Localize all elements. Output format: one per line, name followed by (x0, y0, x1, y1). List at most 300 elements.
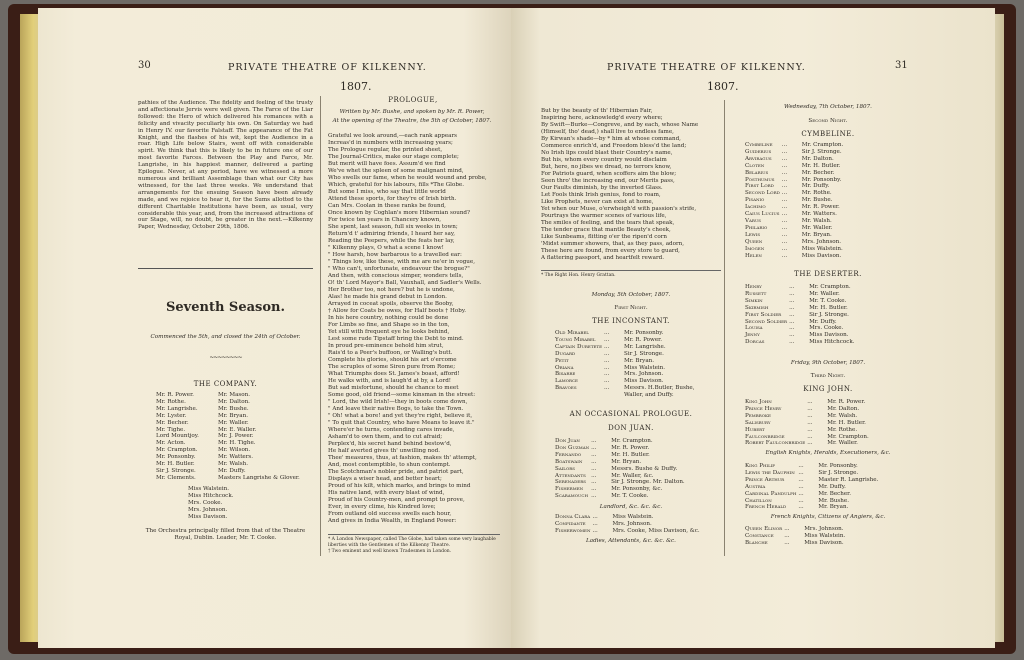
cast-role: Dugard (555, 350, 576, 357)
cast-actor: Sir J. Stronge. (624, 350, 664, 357)
season-title: Seventh Season. (166, 300, 285, 315)
ornament-rule: ~~~~~~~~ (209, 354, 242, 361)
verse-line: " Kilkenny plays, O what a scene I know! (328, 245, 444, 251)
cast-role: Jenny (745, 332, 760, 339)
company-member: Miss Hitchcock. (188, 492, 234, 499)
leader-dots: ... (781, 224, 788, 231)
verse-line: His native land, with every blast of wind, (328, 490, 445, 496)
leader-dots: ... (789, 284, 795, 290)
cast-role: Bravoes (555, 385, 577, 392)
play-title: THE DESERTER. (794, 270, 862, 278)
year-heading: 1807. (707, 80, 739, 93)
cast-role: Scaramouch (555, 493, 588, 500)
verse-line: Return'd t' admiring friends, I heard her say, (328, 231, 456, 237)
column-rule (724, 100, 725, 556)
cast-role: French Herald (745, 504, 787, 511)
footnote: * The Right Hon. Henry Grattan. (541, 270, 721, 279)
cast-role: Hubert (745, 426, 765, 433)
cast-actor: Miss Davison. (624, 378, 664, 385)
verse-line: Reading the Peepers, while the feats her lay, (328, 238, 455, 244)
cast-actor: Mr. H. Butler. (827, 419, 866, 426)
cast-role: Posthumus (745, 176, 775, 183)
verse-line: Seen thro' the increasing end, our Merits pass, (541, 178, 675, 184)
cast-list (745, 463, 915, 511)
cast-role: Russett (745, 290, 767, 297)
performance-date: Monday, 5th October, 1807. (591, 292, 671, 298)
verse-line: Displays a wiser head, and better heart; (328, 476, 442, 482)
leader-dots: ... (789, 332, 795, 339)
footnote: † Two eminent and well known Tradesmen in London. (328, 549, 452, 554)
leader-dots: ... (591, 486, 597, 493)
cast-role: Old Mirabel (555, 330, 589, 336)
cast-actor: Mr. Ponsonby. (801, 176, 842, 183)
company-member: Sir J. Stronge. (156, 467, 196, 474)
leader-dots: ... (591, 444, 597, 451)
page-number: 30 (138, 60, 151, 71)
company-member: Masters Langrishe & Glover. (218, 474, 300, 481)
verse-line: Yet still with frequent eye he looks behind, (328, 329, 450, 335)
cast-actor: Mr. Walsh. (801, 217, 832, 224)
verse-line: Which, grateful for his labours, fills *The Globe. (328, 182, 464, 188)
company-member: Mr. Mason. (218, 392, 251, 398)
cast-actor: Mr. Waller, &c. (611, 472, 654, 479)
company-member: Mr. Bryan. (218, 412, 249, 419)
cast-actor: Miss Walstein. (612, 514, 654, 520)
verse-line: But, here, no jibes we dread, no terrors know, (541, 164, 672, 170)
verse-line: Rais'd to a Peer's buffoon, or Walling's butt. (328, 350, 453, 356)
cast-role: Young Mirabel (555, 336, 596, 343)
prologue-verse (328, 133, 500, 525)
cast-list (555, 330, 715, 399)
leader-dots: ... (781, 142, 788, 148)
year-heading: 1807. (340, 80, 372, 93)
cast-role: Boatswain (555, 458, 583, 465)
verse-line: † Allow for Coats be owes, for Half boots † Hoby. (328, 308, 467, 314)
cast-role: Skirmish (745, 304, 769, 311)
cast-actor: Mrs. Cooke. (809, 325, 844, 332)
cast-list (745, 284, 915, 346)
cast-role: Queen (745, 238, 763, 245)
company-member: Mr. Ponsonby. (156, 454, 196, 461)
leader-dots: ... (798, 469, 804, 476)
cast-note: French Knights, Citizens of Angiers, &c. (770, 514, 886, 520)
verse-line: These here are found, from every store to guard, (541, 248, 680, 254)
verse-line: The Prologue regular, the printed sheet, (328, 147, 443, 153)
cast-actor: Mr. Langrishe. (624, 343, 666, 350)
leader-dots: ... (604, 350, 610, 357)
play-title: CYMBELINE. (801, 130, 855, 138)
verse-line: The tender grace that mantle Beauty's cheek, (541, 227, 671, 233)
footnote: * A London Newspaper, called The Globe, had taken some very laughable liberties with the Gentlemen of the Kilkenny Theatre. (328, 534, 500, 548)
cast-role: Confidante (555, 520, 586, 527)
leader-dots: ... (592, 520, 598, 527)
cast-role: Henry (745, 284, 762, 290)
cast-actor: Messrs. H.Butler, Bushe, Waller, and Duffy. (624, 385, 695, 399)
verse-line: A flattering passport, and heartfelt reward. (541, 255, 664, 261)
cast-actor: Mr. Ponsonby, &c. (611, 486, 663, 493)
cast-actor: Miss Davison. (809, 332, 849, 339)
leader-dots: ... (604, 371, 610, 378)
play-title: KING JOHN. (803, 385, 853, 393)
cast-role: Oriana (555, 364, 574, 371)
cast-actor: Mrs. Cooke, Miss Davison, &c. (612, 527, 700, 534)
cast-role: First Soldier (745, 311, 782, 318)
company-member: Lord Mountjoy. (156, 433, 199, 440)
cast-role: Second Lord (745, 190, 780, 197)
cast-role: Don Guzman (555, 444, 590, 451)
cast-role: Guiderius (745, 148, 772, 155)
cast-role: Dorcas (745, 339, 765, 346)
cast-actor: Mr. Crampton. (809, 284, 851, 290)
prologue-occasion: At the opening of the Theatre, the 5th of October, 1807. (332, 118, 492, 124)
cast-role: Queen Elinor (745, 526, 783, 532)
cast-list (745, 526, 915, 547)
company-member: Miss Walstein. (188, 486, 230, 492)
verse-line: And, most contemptible, to shun contempt. (328, 462, 451, 468)
cast-role: Simkin (745, 297, 763, 304)
leader-dots: ... (781, 217, 788, 224)
verse-line: O! th' Lord Mayor's Ball, Vauxhall, and Sadler's Wells. (328, 280, 482, 286)
company-member: Mr. E. Waller. (218, 426, 257, 433)
leader-dots: ... (604, 364, 610, 371)
leader-dots: ... (604, 330, 610, 336)
verse-line: What Triumphs does St. James's boast, afford! (328, 371, 460, 377)
leader-dots: ... (798, 490, 804, 497)
cast-actor: Mr. T. Cooke. (809, 297, 847, 304)
verse-line: In his here country, nothing could be done (328, 315, 449, 321)
cast-actor: Mr. Walsh. (827, 412, 858, 419)
cast-actor: Mrs. Johnson. (804, 526, 844, 532)
cast-role: Second Soldier (745, 318, 788, 325)
verse-line: Commerce enrich'd, and Freedom bless'd the land; (541, 143, 687, 149)
cast-role: Fernando (555, 451, 582, 458)
cast-actor: Mr. Bryan. (624, 357, 655, 364)
leader-dots: ... (604, 357, 610, 364)
cast-role: Cloten (745, 162, 765, 169)
company-member: Mr. Duffy. (218, 467, 246, 474)
leader-dots: ... (781, 252, 788, 259)
verse-line: Proud of his Country-men, and prompt to prove, (328, 497, 465, 503)
leader-dots: ... (781, 238, 788, 245)
page-number: 31 (895, 60, 908, 71)
verse-line: In proud pre-eminence behold him strut, (328, 343, 444, 349)
leader-dots: ... (591, 465, 597, 472)
cast-actor: Mr. Duffy. (801, 183, 830, 190)
cast-actor: Mr. Duffy. (809, 318, 837, 325)
verse-line: (Himself, tho' dead,) shall live to endless fame, (541, 129, 674, 135)
cast-role: Caius Lucius (745, 211, 780, 218)
right-page (511, 8, 995, 648)
cast-actor: Mr. Dalton. (801, 155, 834, 162)
company-member: Mr. Walsh. (218, 461, 248, 468)
cast-role: Pisanio (745, 197, 765, 204)
intro-paragraph: pathies of the Audience. The fidelity and feeling of the trusty and affectionate Jervis were well given. The Farce of the Liar followed: the Hero of which delivered his romances with a felicity and vivacity peculiarly his own. On Saturday we had in Henry IV. our favorite Falstaff. The appearance of the Fat Knight, and the flashes of his wit, kept the Audience in a roar. High Life below Stairs, went off with considerable spirit. We think that this is likely to be in future one of our most favorite Farces. Between the Play and Farce, Mr. Langrishe, in his happiest manner, delivered a parting Epilogue. Never, at any period, have we witnessed a more numerous and brilliant Assemblage than what our City has witnessed, for the last three weeks. We understand that arrangements for the ensuing Season have been already made, and we rejoice to hear it, for the Sums allotted to the different Charitable Institutions have been, as usual, very considerable this year, and, from the increased attractions of our Stage, will, no doubt, be greater in the next.—Kilkenny Paper, Wednesday, October 29th, 1806. (138, 100, 313, 231)
cast-role: Petit (555, 357, 569, 364)
cast-actor: Mr. H. Butler. (801, 162, 841, 169)
company-member: Mr. J. Power. (218, 433, 254, 440)
cast-role: Sailors (555, 465, 575, 472)
company-ladies (188, 486, 268, 521)
cast-actor: Mr. Ponsonby. (818, 463, 858, 469)
verse-line: " To quit that Country, who have Means to leave it." (328, 420, 475, 426)
play-title: THE INCONSTANT. (592, 317, 670, 325)
company-member: Mrs. Cooke. (188, 499, 223, 506)
verse-line: Perplex'd, his secret hand behind bestow'd, (328, 441, 452, 447)
cast-list (555, 514, 715, 535)
verse-line: Her Brother too, not here? but he is undone, (328, 287, 455, 293)
verse-line: Yet when our Muse, o'erwheigh'd with passion's strife, (541, 206, 697, 212)
leader-dots: ... (789, 325, 795, 332)
cast-actor: Sir J. Stronge. (809, 311, 849, 318)
cast-role: Austria (745, 483, 766, 490)
leader-dots: ... (592, 527, 598, 534)
leader-dots: ... (789, 290, 795, 297)
cast-role: Serenaders (555, 479, 586, 486)
cast-role: Prince Henry (745, 405, 782, 412)
verse-line: " Who can't, unfortunate, endeavour the brogue?" (328, 266, 470, 272)
leader-dots: ... (798, 463, 804, 469)
leader-dots: ... (798, 483, 804, 490)
cast-role: Helen (745, 252, 762, 259)
cast-actor: Mrs. Johnson. (801, 238, 842, 245)
company-list-left (156, 392, 216, 482)
verse-line: Like Prophets, never can exist at home, (541, 199, 654, 205)
cast-list (745, 399, 915, 447)
cast-actor: Mr. Bryan. (611, 458, 642, 465)
leader-dots: ... (781, 155, 788, 162)
cast-actor: Mr. Waller. (809, 290, 840, 297)
leader-dots: ... (807, 399, 813, 405)
verse-line: Like Sunbeams, flitting o'er the ripen'd corn (541, 234, 667, 240)
verse-line: Inspiring here, acknowledg'd every where; (541, 115, 663, 121)
leader-dots: ... (604, 385, 610, 392)
verse-line: Arrayed in coceat spoils, observe the Booby, (328, 301, 454, 307)
leader-dots: ... (798, 504, 804, 511)
verse-line: But some I miss, who say that little world (328, 189, 446, 195)
verse-line: We've whet the spleen of some malignant mind, (328, 168, 464, 174)
cast-role: Faulconbridge (745, 433, 785, 440)
cast-note: Landlord, &c. &c. &c. (599, 504, 663, 510)
leader-dots: ... (798, 497, 804, 504)
leader-dots: ... (789, 318, 795, 325)
verse-line: But sad misfortune, should he chance to meet (328, 385, 459, 391)
cast-role: Donna Clara (555, 514, 591, 520)
cast-role: Cardinal Pandulph (745, 490, 797, 497)
cast-role: Cymbeline (745, 142, 773, 148)
cast-role: Lewis the Dauphin (745, 469, 795, 476)
cast-actor: Miss Walstein. (624, 364, 666, 371)
section-title: AN OCCASIONAL PROLOGUE. (569, 410, 693, 418)
verse-line: Lest some rude Tipstaff bring the Debt to mind. (328, 336, 464, 342)
verse-line: Asham'd to own them, and to cut afraid; (328, 434, 443, 440)
leader-dots: ... (781, 169, 788, 176)
company-member: Mr. Waller. (218, 419, 249, 426)
cast-actor: Mr. Becher. (818, 490, 852, 497)
company-member: Mr. Crampton. (156, 447, 198, 454)
cast-role: Philario (745, 224, 768, 231)
cast-actor: Mr. Crampton. (827, 433, 869, 440)
verse-line: Complete his glories, should his art o'ercome (328, 357, 457, 363)
verse-line: The scruples of some Siren pure from Rome; (328, 364, 456, 370)
leader-dots: ... (591, 451, 597, 458)
cast-actor: Mr. R. Power. (624, 336, 662, 343)
cast-role: Salisbury (745, 419, 771, 426)
company-list-right (218, 392, 318, 482)
company-title: THE COMPANY. (193, 380, 258, 388)
cast-actor: Mr. Bryan. (801, 231, 832, 238)
verse-line: The smiles of feeling, and the tears that speak, (541, 220, 675, 226)
company-member: Mr. Langrishe. (156, 405, 198, 412)
cast-actor: Sir J. Stronge. Mr. Dalton. (611, 479, 685, 486)
verse-line: Alas! he made his grand debut in London. (328, 294, 447, 300)
cast-actor: Miss Walstein. (804, 532, 846, 539)
running-head: PRIVATE THEATRE OF KILKENNY. (228, 62, 427, 73)
verse-line: He walks with, and is laugh'd at by, a Lord! (328, 378, 452, 384)
play-title: DON JUAN. (608, 424, 654, 432)
cast-role: Blanche (745, 539, 768, 546)
verse-line: Proud of his kilt, which marks, and brings to mind (328, 483, 471, 489)
cast-role: Fisherwomen (555, 527, 591, 534)
verse-line: Where'er he turns, contending cares invade, (328, 427, 455, 433)
cast-actor: Mr. Bushe. (818, 497, 849, 504)
cast-role: Robert Faulconbridge (745, 440, 806, 447)
verse-line: Can Mrs. Coolan in these ranks be found, (328, 203, 446, 209)
leader-dots: ... (784, 526, 790, 532)
verse-line: Ever, in every clime, his Kindred love; (328, 504, 436, 510)
leader-dots: ... (591, 472, 597, 479)
left-page (38, 8, 511, 648)
season-dates: Commenced the 5th, and closed the 24th of October. (150, 334, 301, 340)
cast-actor: Messrs. Bushe & Duffy. (611, 465, 678, 472)
company-member: Mrs. Johnson. (188, 506, 228, 513)
cast-actor: Sir J. Stronge. (818, 469, 859, 476)
leader-dots: ... (604, 378, 610, 385)
verse-line: Once known by Coghlan's more Hibernian sound? (328, 210, 470, 216)
cast-actor: Mr. Rothe. (827, 426, 858, 433)
leader-dots: ... (781, 148, 788, 155)
verse-line: Let Fools think Irish genius, fond to roam, (541, 192, 661, 198)
verse-line: For Patriots guard, when scoffers aim the blow; (541, 171, 677, 177)
cast-role: Lewis (745, 231, 761, 238)
leader-dots: ... (781, 197, 788, 204)
cast-actor: Miss Walstein. (801, 245, 843, 252)
leader-dots: ... (789, 339, 795, 346)
verse-line: But by the beauty of th' Hibernian Fair, (541, 108, 653, 114)
night-label: Second Night. (808, 118, 848, 124)
verse-line: " And leave their native Bogs, to take the Town. (328, 406, 464, 412)
cast-role: Imogen (745, 245, 765, 252)
leader-dots: ... (789, 297, 795, 304)
leader-dots: ... (807, 405, 813, 412)
prologue-title: PROLOGUE, (388, 96, 438, 104)
company-member: Mr. H. Tighe. (218, 440, 256, 447)
cast-role: Arviragus (745, 155, 772, 162)
cast-actor: Mr. Crampton. (611, 438, 653, 444)
cast-actor: Miss Davison. (804, 539, 844, 546)
company-member: Mr. Watters. (218, 454, 254, 461)
cast-actor: Mr. Rothe. (801, 190, 832, 197)
verse-line: Attend these sports, for they're of Irish birth. (328, 196, 457, 202)
leader-dots: ... (781, 211, 788, 218)
cast-role: Bisarre (555, 371, 576, 378)
cast-actor: Mr. Watters. (801, 211, 837, 218)
cast-actor: Miss Hitchcock. (809, 339, 855, 346)
company-member: Mr. Bushe. (218, 405, 249, 412)
column-rule (320, 96, 321, 556)
verse-line: " Oh! what a bore! and yet they're right, believe it, (328, 413, 473, 419)
cast-actor: Mr. Bryan. (818, 504, 849, 511)
cast-role: King Philip (745, 463, 775, 469)
cast-actor: Mr. H. Butler. (611, 451, 650, 458)
cast-actor: Mrs. Johnson. (612, 520, 652, 527)
leader-dots: ... (807, 419, 813, 426)
company-member: Mr. H. Butler. (156, 461, 195, 468)
cast-role: King John (745, 399, 772, 405)
company-member: Mr. Lyster. (156, 412, 187, 419)
verse-line: The Scotchman's nobler pride, and patriot part, (328, 469, 464, 475)
leader-dots: ... (789, 311, 795, 318)
verse-line: Who swells our fame, when he would wound and probe, (328, 175, 487, 181)
cast-actor: Mr. T. Cooke. (611, 493, 649, 500)
leader-dots: ... (807, 433, 813, 440)
leader-dots: ... (789, 304, 795, 311)
cast-actor: Mr. Dalton. (827, 405, 860, 412)
cast-role: Lamorce (555, 378, 578, 385)
cast-role: Belarius (745, 169, 769, 176)
divider (138, 268, 313, 269)
verse-line: " Lord, the wild Irish!—they in boots come down, (328, 399, 468, 405)
leader-dots: ... (784, 532, 790, 539)
verse-line: For twice ten years in Chancery known, (328, 217, 442, 223)
cast-role: Chatillon (745, 497, 772, 504)
leader-dots: ... (781, 162, 788, 169)
leader-dots: ... (591, 479, 597, 486)
cast-role: Pembroke (745, 412, 771, 419)
cast-role: Varus (745, 217, 762, 224)
cast-actor: Mr. Waller. (827, 440, 858, 447)
cast-list (745, 142, 915, 259)
verse-line: Grateful we look around,—each rank appears (328, 133, 458, 139)
verse-line: 'Midst summer showers, that, as they pass, adorn, (541, 241, 685, 247)
verse-line: And gives in India Wealth, in England Power: (328, 518, 457, 524)
company-member: Mr. Acton. (156, 440, 186, 447)
leader-dots: ... (781, 190, 788, 197)
cast-role: Captain Duretete (555, 343, 603, 350)
verse-line: For Limbs so fine, and Shape so in the ton, (328, 322, 450, 328)
company-member: Mr. R. Power. (156, 392, 194, 398)
orchestra-note: The Orchestra principally filled from that of the Theatre Royal, Dublin. Leader, Mr. T. Cooke. (145, 528, 306, 541)
cast-actor: Mr. Duffy. (818, 483, 846, 490)
verse-line: Pourtrays the warmer scenes of various life, (541, 213, 667, 219)
cast-actor: Mr. R. Power. (827, 399, 866, 405)
leader-dots: ... (781, 231, 788, 238)
verse-line: By Swift—Burke—Congreve, and by each, whose Name (541, 122, 699, 128)
verse-line: " Things low, like these, with me are ne'er in vogue, (328, 259, 475, 265)
verse-line: By Kirwan's shade—by * him at whose command, (541, 136, 681, 142)
verse-line: But his, whom every country would disclaim (541, 157, 667, 163)
company-member: Mr. Rothe. (156, 398, 186, 405)
leader-dots: ... (784, 539, 790, 546)
cast-actor: Mr. Ponsonby. (624, 330, 664, 336)
cast-list (555, 438, 715, 500)
verse-line: He half averted gives th' unwilling nod. (328, 448, 441, 454)
verse-line: Thee' measures, thus, at fashion, makes th' attempt, (328, 455, 477, 461)
leader-dots: ... (781, 245, 788, 252)
cast-actor: Miss Davison. (801, 252, 842, 259)
company-member: Mr. Clements. (156, 474, 196, 481)
company-member: Mr. Tighe. (156, 426, 186, 433)
verse-line: But merit will have foes. Assum'd we find (328, 161, 446, 167)
